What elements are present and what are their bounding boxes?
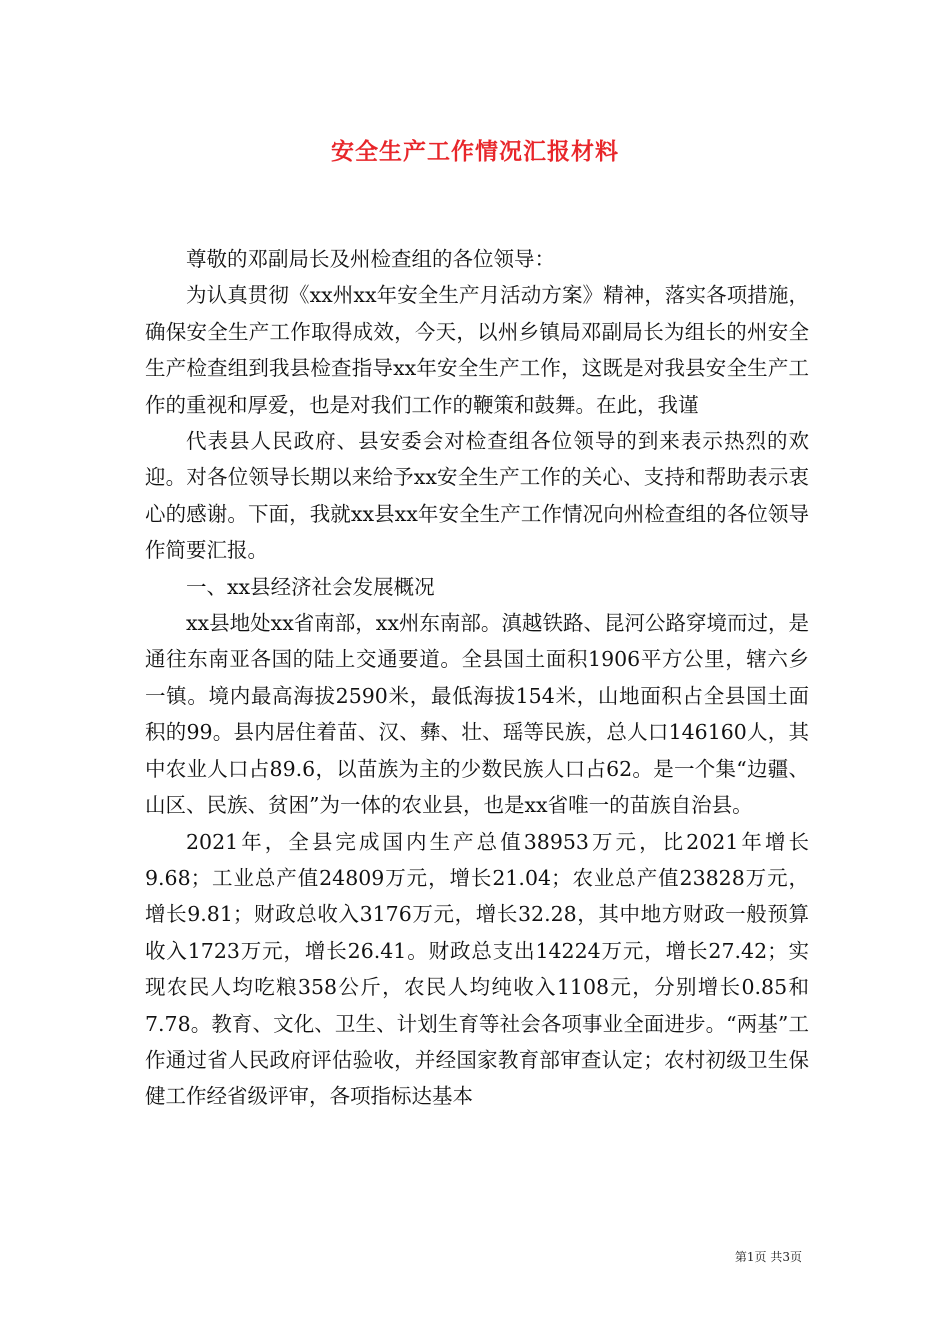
paragraph: xx县地处xx省南部，xx州东南部。滇越铁路、昆河公路穿境而过，是通往东南亚各国的陆上交通要道。全县国土面积1906平方公里，辖六乡一镇。境内最高海拔2590米，最低海拔154米，山地面积占全县国土面积的99。县内居住着苗、汉、彝、壮、瑶等民族，总人口146160人，其中农业人口占89.6，以苗族为主的少数民族人口占62。是一个集“边疆、山区、民族、贫困”为一体的农业县，也是xx省唯一的苗族自治县。 bbox=[145, 611, 809, 818]
paragraph: 代表县人民政府、县安委会对检查组各位领导的到来表示热烈的欢迎。对各位领导长期以来给予xx安全生产工作的关心、支持和帮助表示衷心的感谢。下面，我就xx县xx年安全生产工作情况向州检查组的各位领导作简要汇报。 bbox=[145, 429, 809, 563]
section-heading: 一、xx县经济社会发展概况 bbox=[186, 574, 435, 599]
document-title: 安全生产工作情况汇报材料 bbox=[331, 138, 619, 165]
paragraph: 为认真贯彻《xx州xx年安全生产月活动方案》精神，落实各项措施，确保安全生产工作取得成效，今天，以州乡镇局邓副局长为组长的州安全生产检查组到我县检查指导xx年安全生产工作，这既是对我县安全生产工作的重视和厚爱，也是对我们工作的鞭策和鼓舞。在此，我谨 bbox=[145, 283, 809, 417]
document-body bbox=[145, 241, 809, 1115]
paragraph-salutation: 尊敬的邓副局长及州检查组的各位领导： bbox=[186, 247, 555, 271]
page-number: 第1页 共3页 bbox=[734, 1250, 802, 1264]
paragraph: 2021年，全县完成国内生产总值38953万元，比2021年增长9.68；工业总产值24809万元，增长21.04；农业总产值23828万元，增长9.81；财政总收入3176万元，增长32.28，其中地方财政一般预算收入1723万元，增长26.41。财政总支出14224万元，增长27.42；实现农民人均吃粮358公斤，农民人均纯收入1108元，分别增长0.85和7.78。教育、文化、卫生、计划生育等社会各项事业全面进步。“两基”工作通过省人民政府评估验收，并经国家教育部审查认定；农村初级卫生保健工作经省级评审，各项指标达基本 bbox=[145, 829, 809, 1109]
